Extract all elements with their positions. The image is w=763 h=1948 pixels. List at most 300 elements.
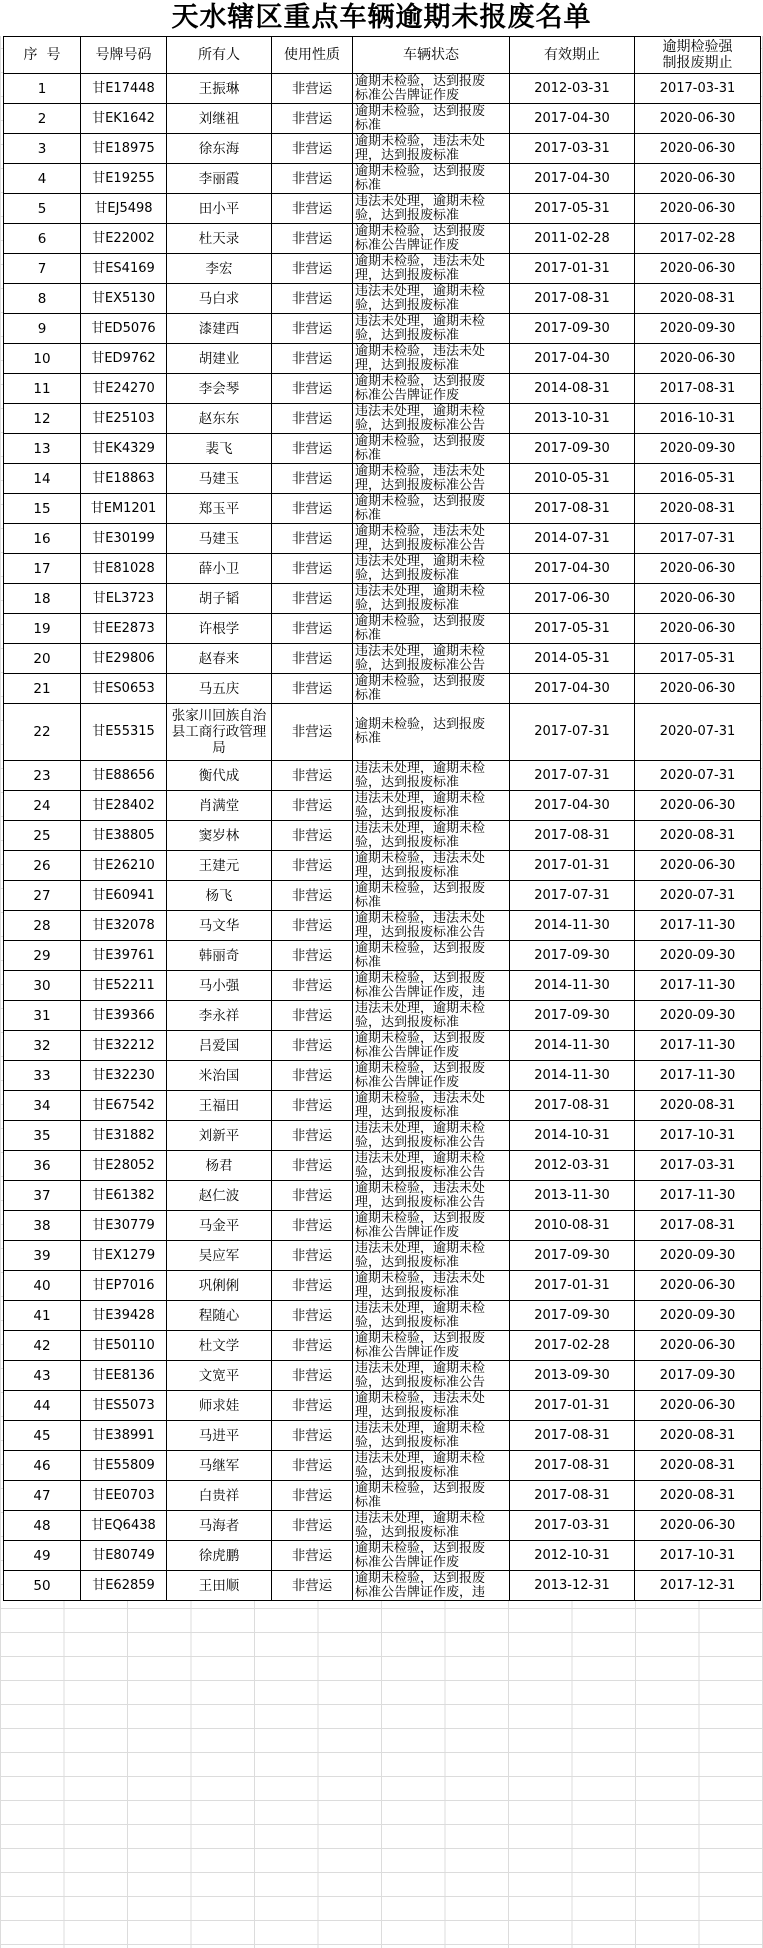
plate-number: 甘E39761 — [81, 941, 167, 971]
owner-name: 白贵祥 — [167, 1481, 272, 1511]
owner-name: 李丽霞 — [167, 164, 272, 194]
table-row — [4, 614, 761, 644]
valid-until: 2010-08-31 — [510, 1211, 635, 1241]
valid-until: 2013-12-31 — [510, 1571, 635, 1601]
row-number: 47 — [4, 1481, 81, 1511]
vehicle-status: 违法未处理，逾期未检 验，达到报废标准 — [353, 1001, 510, 1031]
table-row — [4, 1481, 761, 1511]
row-number: 14 — [4, 464, 81, 494]
table-row — [4, 524, 761, 554]
valid-until: 2017-08-31 — [510, 1421, 635, 1451]
usage-type: 非营运 — [272, 1151, 353, 1181]
table-row — [4, 1391, 761, 1421]
header-row — [4, 37, 761, 74]
vehicle-status: 违法未处理，逾期未检 验，达到报废标准 — [353, 821, 510, 851]
usage-type: 非营运 — [272, 674, 353, 704]
owner-name: 许根学 — [167, 614, 272, 644]
plate-number: 甘ES0653 — [81, 674, 167, 704]
plate-number: 甘E32230 — [81, 1061, 167, 1091]
vehicle-status: 逾期未检验，达到报废 标准 — [353, 941, 510, 971]
vehicle-status: 逾期未检验，达到报废 标准公告牌证作废，违 — [353, 971, 510, 1001]
row-number: 35 — [4, 1121, 81, 1151]
plate-number: 甘E38805 — [81, 821, 167, 851]
usage-type: 非营运 — [272, 851, 353, 881]
table-row — [4, 1421, 761, 1451]
usage-type: 非营运 — [272, 1541, 353, 1571]
row-number: 36 — [4, 1151, 81, 1181]
row-number: 18 — [4, 584, 81, 614]
scrap-deadline: 2017-11-30 — [635, 911, 761, 941]
table-row — [4, 941, 761, 971]
vehicle-status: 违法未处理，逾期未检 验，达到报废标准 — [353, 284, 510, 314]
owner-name: 刘新平 — [167, 1121, 272, 1151]
owner-name: 裴飞 — [167, 434, 272, 464]
usage-type: 非营运 — [272, 1331, 353, 1361]
table-row — [4, 554, 761, 584]
usage-type: 非营运 — [272, 644, 353, 674]
vehicle-status: 逾期未检验，达到报废 标准公告牌证作废 — [353, 374, 510, 404]
scrap-deadline: 2020-06-30 — [635, 791, 761, 821]
usage-type: 非营运 — [272, 1121, 353, 1151]
row-number: 34 — [4, 1091, 81, 1121]
owner-name: 赵春来 — [167, 644, 272, 674]
plate-number: 甘E31882 — [81, 1121, 167, 1151]
row-number: 23 — [4, 761, 81, 791]
row-number: 7 — [4, 254, 81, 284]
plate-number: 甘ED9762 — [81, 344, 167, 374]
plate-number: 甘EE0703 — [81, 1481, 167, 1511]
owner-name: 徐虎鹏 — [167, 1541, 272, 1571]
scrap-deadline: 2020-09-30 — [635, 941, 761, 971]
row-number: 15 — [4, 494, 81, 524]
scrap-deadline: 2020-06-30 — [635, 1331, 761, 1361]
vehicle-status: 逾期未检验，违法未处 理，达到报废标准 — [353, 134, 510, 164]
valid-until: 2017-09-30 — [510, 434, 635, 464]
owner-name: 刘继祖 — [167, 104, 272, 134]
plate-number: 甘E60941 — [81, 881, 167, 911]
valid-until: 2012-03-31 — [510, 1151, 635, 1181]
row-number: 50 — [4, 1571, 81, 1601]
row-number: 28 — [4, 911, 81, 941]
table-row — [4, 224, 761, 254]
valid-until: 2013-10-31 — [510, 404, 635, 434]
scrap-deadline: 2020-06-30 — [635, 254, 761, 284]
row-number: 40 — [4, 1271, 81, 1301]
owner-name: 韩丽奇 — [167, 941, 272, 971]
scrap-deadline: 2020-08-31 — [635, 1451, 761, 1481]
valid-until: 2017-09-30 — [510, 1301, 635, 1331]
scrap-deadline: 2020-09-30 — [635, 1241, 761, 1271]
row-number: 33 — [4, 1061, 81, 1091]
owner-name: 杜文学 — [167, 1331, 272, 1361]
valid-until: 2017-01-31 — [510, 1271, 635, 1301]
vehicle-status: 逾期未检验，达到报废 标准 — [353, 164, 510, 194]
owner-name: 李会琴 — [167, 374, 272, 404]
owner-name: 马建玉 — [167, 464, 272, 494]
vehicle-status: 违法未处理，逾期未检 验，达到报废标准 — [353, 1241, 510, 1271]
scrap-deadline: 2020-09-30 — [635, 434, 761, 464]
valid-until: 2017-09-30 — [510, 1241, 635, 1271]
row-number: 21 — [4, 674, 81, 704]
plate-number: 甘E80749 — [81, 1541, 167, 1571]
usage-type: 非营运 — [272, 74, 353, 104]
scrap-deadline: 2017-03-31 — [635, 1151, 761, 1181]
table-row — [4, 164, 761, 194]
owner-name: 徐东海 — [167, 134, 272, 164]
plate-number: 甘EX1279 — [81, 1241, 167, 1271]
row-number: 38 — [4, 1211, 81, 1241]
row-number: 39 — [4, 1241, 81, 1271]
usage-type: 非营运 — [272, 1421, 353, 1451]
vehicle-status: 违法未处理，逾期未检 验，达到报废标准 — [353, 1301, 510, 1331]
plate-number: 甘E18975 — [81, 134, 167, 164]
row-number: 11 — [4, 374, 81, 404]
owner-name: 马海者 — [167, 1511, 272, 1541]
valid-until: 2014-11-30 — [510, 1031, 635, 1061]
row-number: 45 — [4, 1421, 81, 1451]
plate-number: 甘E52211 — [81, 971, 167, 1001]
usage-type: 非营运 — [272, 971, 353, 1001]
scrap-deadline: 2020-09-30 — [635, 314, 761, 344]
valid-until: 2012-03-31 — [510, 74, 635, 104]
scrap-deadline: 2017-05-31 — [635, 644, 761, 674]
owner-name: 吕爱国 — [167, 1031, 272, 1061]
plate-number: 甘EQ6438 — [81, 1511, 167, 1541]
vehicle-table — [3, 36, 761, 1601]
usage-type: 非营运 — [272, 344, 353, 374]
table-row — [4, 1001, 761, 1031]
scrap-deadline: 2017-11-30 — [635, 1031, 761, 1061]
owner-name: 李永祥 — [167, 1001, 272, 1031]
vehicle-status: 违法未处理，逾期未检 验，达到报废标准 — [353, 1511, 510, 1541]
valid-until: 2012-10-31 — [510, 1541, 635, 1571]
owner-name: 王建元 — [167, 851, 272, 881]
vehicle-status: 逾期未检验，违法未处 理，达到报废标准 — [353, 851, 510, 881]
vehicle-status: 逾期未检验，达到报废 标准公告牌证作废，违 — [353, 1571, 510, 1601]
usage-type: 非营运 — [272, 614, 353, 644]
table-row — [4, 1151, 761, 1181]
valid-until: 2017-01-31 — [510, 1391, 635, 1421]
valid-until: 2014-11-30 — [510, 971, 635, 1001]
row-number: 41 — [4, 1301, 81, 1331]
row-number: 19 — [4, 614, 81, 644]
scrap-deadline: 2020-06-30 — [635, 344, 761, 374]
valid-until: 2017-03-31 — [510, 1511, 635, 1541]
table-row — [4, 254, 761, 284]
plate-number: 甘ED5076 — [81, 314, 167, 344]
owner-name: 米治国 — [167, 1061, 272, 1091]
usage-type: 非营运 — [272, 1181, 353, 1211]
valid-until: 2014-11-30 — [510, 1061, 635, 1091]
row-number: 17 — [4, 554, 81, 584]
table-row — [4, 1511, 761, 1541]
valid-until: 2017-09-30 — [510, 941, 635, 971]
vehicle-status: 违法未处理，逾期未检 验，达到报废标准公告 — [353, 404, 510, 434]
vehicle-status: 逾期未检验，达到报废 标准 — [353, 881, 510, 911]
row-number: 5 — [4, 194, 81, 224]
vehicle-status: 逾期未检验，达到报废 标准 — [353, 614, 510, 644]
scrap-deadline: 2017-03-31 — [635, 74, 761, 104]
row-number: 4 — [4, 164, 81, 194]
usage-type: 非营运 — [272, 1481, 353, 1511]
plate-number: 甘E61382 — [81, 1181, 167, 1211]
row-number: 22 — [4, 704, 81, 761]
row-number: 44 — [4, 1391, 81, 1421]
scrap-deadline: 2017-12-31 — [635, 1571, 761, 1601]
plate-number: 甘EJ5498 — [81, 194, 167, 224]
usage-type: 非营运 — [272, 404, 353, 434]
row-number: 30 — [4, 971, 81, 1001]
usage-type: 非营运 — [272, 1271, 353, 1301]
table-row — [4, 911, 761, 941]
row-number: 31 — [4, 1001, 81, 1031]
owner-name: 吴应军 — [167, 1241, 272, 1271]
valid-until: 2014-07-31 — [510, 524, 635, 554]
usage-type: 非营运 — [272, 314, 353, 344]
valid-until: 2017-08-31 — [510, 494, 635, 524]
valid-until: 2017-04-30 — [510, 554, 635, 584]
scrap-deadline: 2016-10-31 — [635, 404, 761, 434]
vehicle-status: 逾期未检验，违法未处 理，达到报废标准 — [353, 344, 510, 374]
table-row — [4, 584, 761, 614]
usage-type: 非营运 — [272, 164, 353, 194]
owner-name: 王田顺 — [167, 1571, 272, 1601]
table-row — [4, 1541, 761, 1571]
usage-type: 非营运 — [272, 821, 353, 851]
usage-type: 非营运 — [272, 1391, 353, 1421]
vehicle-status: 违法未处理，逾期未检 验，达到报废标准 — [353, 554, 510, 584]
vehicle-status: 逾期未检验，违法未处 理，达到报废标准 — [353, 1391, 510, 1421]
header-status: 车辆状态 — [353, 37, 510, 74]
valid-until: 2017-08-31 — [510, 821, 635, 851]
vehicle-status: 逾期未检验，达到报废 标准 — [353, 104, 510, 134]
valid-until: 2014-05-31 — [510, 644, 635, 674]
vehicle-status: 逾期未检验，达到报废 标准公告牌证作废 — [353, 224, 510, 254]
table-row — [4, 1121, 761, 1151]
usage-type: 非营运 — [272, 704, 353, 761]
row-number: 25 — [4, 821, 81, 851]
row-number: 26 — [4, 851, 81, 881]
owner-name: 师求娃 — [167, 1391, 272, 1421]
owner-name: 马白求 — [167, 284, 272, 314]
vehicle-status: 逾期未检验，达到报废 标准公告牌证作废 — [353, 1331, 510, 1361]
valid-until: 2017-05-31 — [510, 194, 635, 224]
vehicle-status: 逾期未检验，达到报废 标准 — [353, 434, 510, 464]
valid-until: 2017-03-31 — [510, 134, 635, 164]
valid-until: 2014-11-30 — [510, 911, 635, 941]
table-row — [4, 791, 761, 821]
vehicle-status: 逾期未检验，达到报废 标准 — [353, 704, 510, 761]
row-number: 20 — [4, 644, 81, 674]
table-row — [4, 1331, 761, 1361]
owner-name: 王振琳 — [167, 74, 272, 104]
valid-until: 2017-08-31 — [510, 1451, 635, 1481]
scrap-deadline: 2020-08-31 — [635, 821, 761, 851]
owner-name: 马金平 — [167, 1211, 272, 1241]
owner-name: 衡代成 — [167, 761, 272, 791]
owner-name: 李宏 — [167, 254, 272, 284]
plate-number: 甘E26210 — [81, 851, 167, 881]
owner-name: 巩俐俐 — [167, 1271, 272, 1301]
plate-number: 甘EE2873 — [81, 614, 167, 644]
owner-name: 马小强 — [167, 971, 272, 1001]
row-number: 43 — [4, 1361, 81, 1391]
usage-type: 非营运 — [272, 284, 353, 314]
plate-number: 甘E62859 — [81, 1571, 167, 1601]
scrap-deadline: 2020-08-31 — [635, 284, 761, 314]
scrap-deadline: 2017-02-28 — [635, 224, 761, 254]
scrap-deadline: 2020-09-30 — [635, 1001, 761, 1031]
plate-number: 甘E29806 — [81, 644, 167, 674]
table-row — [4, 761, 761, 791]
vehicle-status: 逾期未检验，达到报废 标准公告牌证作废 — [353, 74, 510, 104]
valid-until: 2011-02-28 — [510, 224, 635, 254]
table-row — [4, 1181, 761, 1211]
scrap-deadline: 2020-08-31 — [635, 1421, 761, 1451]
scrap-deadline: 2017-10-31 — [635, 1121, 761, 1151]
row-number: 12 — [4, 404, 81, 434]
plate-number: 甘E19255 — [81, 164, 167, 194]
valid-until: 2013-09-30 — [510, 1361, 635, 1391]
scrap-deadline: 2020-06-30 — [635, 104, 761, 134]
valid-until: 2017-04-30 — [510, 164, 635, 194]
usage-type: 非营运 — [272, 554, 353, 584]
vehicle-status: 违法未处理，逾期未检 验，达到报废标准 — [353, 584, 510, 614]
plate-number: 甘E22002 — [81, 224, 167, 254]
vehicle-status: 违法未处理，逾期未检 验，达到报废标准 — [353, 791, 510, 821]
row-number: 16 — [4, 524, 81, 554]
vehicle-status: 逾期未检验，违法未处 理，达到报废标准公告 — [353, 524, 510, 554]
table-row — [4, 404, 761, 434]
table-row — [4, 494, 761, 524]
usage-type: 非营运 — [272, 104, 353, 134]
scrap-deadline: 2020-06-30 — [635, 584, 761, 614]
valid-until: 2017-05-31 — [510, 614, 635, 644]
table-row — [4, 284, 761, 314]
plate-number: 甘E30779 — [81, 1211, 167, 1241]
plate-number: 甘E17448 — [81, 74, 167, 104]
plate-number: 甘EK4329 — [81, 434, 167, 464]
table-row — [4, 1031, 761, 1061]
valid-until: 2017-09-30 — [510, 1001, 635, 1031]
scrap-deadline: 2020-08-31 — [635, 1481, 761, 1511]
scrap-deadline: 2020-06-30 — [635, 194, 761, 224]
plate-number: 甘E28052 — [81, 1151, 167, 1181]
table-row — [4, 674, 761, 704]
row-number: 42 — [4, 1331, 81, 1361]
plate-number: 甘E30199 — [81, 524, 167, 554]
table-row — [4, 1571, 761, 1601]
owner-name: 胡子韬 — [167, 584, 272, 614]
plate-number: 甘E28402 — [81, 791, 167, 821]
plate-number: 甘E81028 — [81, 554, 167, 584]
usage-type: 非营运 — [272, 254, 353, 284]
valid-until: 2017-08-31 — [510, 284, 635, 314]
owner-name: 张家川回族自治 县工商行政管理 局 — [167, 704, 272, 761]
valid-until: 2017-07-31 — [510, 881, 635, 911]
scrap-deadline: 2020-07-31 — [635, 881, 761, 911]
table-row — [4, 374, 761, 404]
plate-number: 甘E39428 — [81, 1301, 167, 1331]
valid-until: 2014-10-31 — [510, 1121, 635, 1151]
vehicle-status: 逾期未检验，违法未处 理，达到报废标准公告 — [353, 911, 510, 941]
row-number: 9 — [4, 314, 81, 344]
scrap-deadline: 2020-06-30 — [635, 554, 761, 584]
owner-name: 薛小卫 — [167, 554, 272, 584]
plate-number: 甘E88656 — [81, 761, 167, 791]
table-row — [4, 1451, 761, 1481]
usage-type: 非营运 — [272, 1031, 353, 1061]
table-row — [4, 194, 761, 224]
valid-until: 2010-05-31 — [510, 464, 635, 494]
owner-name: 程随心 — [167, 1301, 272, 1331]
scrap-deadline: 2020-06-30 — [635, 614, 761, 644]
scrap-deadline: 2020-06-30 — [635, 1271, 761, 1301]
valid-until: 2017-04-30 — [510, 674, 635, 704]
plate-number: 甘E25103 — [81, 404, 167, 434]
header-no: 序 号 — [4, 37, 81, 74]
owner-name: 马继军 — [167, 1451, 272, 1481]
row-number: 10 — [4, 344, 81, 374]
scrap-deadline: 2020-07-31 — [635, 761, 761, 791]
usage-type: 非营运 — [272, 761, 353, 791]
table-row — [4, 1271, 761, 1301]
scrap-deadline: 2017-11-30 — [635, 1181, 761, 1211]
table-row — [4, 851, 761, 881]
valid-until: 2017-01-31 — [510, 254, 635, 284]
usage-type: 非营运 — [272, 584, 353, 614]
table-row — [4, 1211, 761, 1241]
valid-until: 2017-04-30 — [510, 791, 635, 821]
usage-type: 非营运 — [272, 911, 353, 941]
valid-until: 2017-02-28 — [510, 1331, 635, 1361]
vehicle-status: 逾期未检验，达到报废 标准公告牌证作废 — [353, 1211, 510, 1241]
table-row — [4, 644, 761, 674]
usage-type: 非营运 — [272, 1061, 353, 1091]
usage-type: 非营运 — [272, 1451, 353, 1481]
vehicle-status: 违法未处理，逾期未检 验，达到报废标准 — [353, 761, 510, 791]
valid-until: 2014-08-31 — [510, 374, 635, 404]
usage-type: 非营运 — [272, 494, 353, 524]
usage-type: 非营运 — [272, 1571, 353, 1601]
table-row — [4, 1061, 761, 1091]
row-number: 46 — [4, 1451, 81, 1481]
row-number: 6 — [4, 224, 81, 254]
vehicle-status: 逾期未检验，达到报废 标准 — [353, 674, 510, 704]
owner-name: 窦岁林 — [167, 821, 272, 851]
plate-number: 甘E55315 — [81, 704, 167, 761]
valid-until: 2017-06-30 — [510, 584, 635, 614]
usage-type: 非营运 — [272, 1091, 353, 1121]
plate-number: 甘E32212 — [81, 1031, 167, 1061]
owner-name: 胡建业 — [167, 344, 272, 374]
table-row — [4, 134, 761, 164]
owner-name: 杜天录 — [167, 224, 272, 254]
owner-name: 文宽平 — [167, 1361, 272, 1391]
scrap-deadline: 2017-08-31 — [635, 1211, 761, 1241]
scrap-deadline: 2020-06-30 — [635, 134, 761, 164]
owner-name: 杨飞 — [167, 881, 272, 911]
vehicle-status: 违法未处理，逾期未检 验，达到报废标准 — [353, 194, 510, 224]
table-header — [4, 37, 761, 74]
plate-number: 甘EE8136 — [81, 1361, 167, 1391]
header-scrap-deadline: 逾期检验强 制报废期止 — [635, 37, 761, 74]
plate-number: 甘E24270 — [81, 374, 167, 404]
owner-name: 马建玉 — [167, 524, 272, 554]
vehicle-status: 逾期未检验，违法未处 理，达到报废标准 — [353, 254, 510, 284]
scrap-deadline: 2020-09-30 — [635, 1301, 761, 1331]
vehicle-status: 违法未处理，逾期未检 验，达到报废标准公告 — [353, 1361, 510, 1391]
